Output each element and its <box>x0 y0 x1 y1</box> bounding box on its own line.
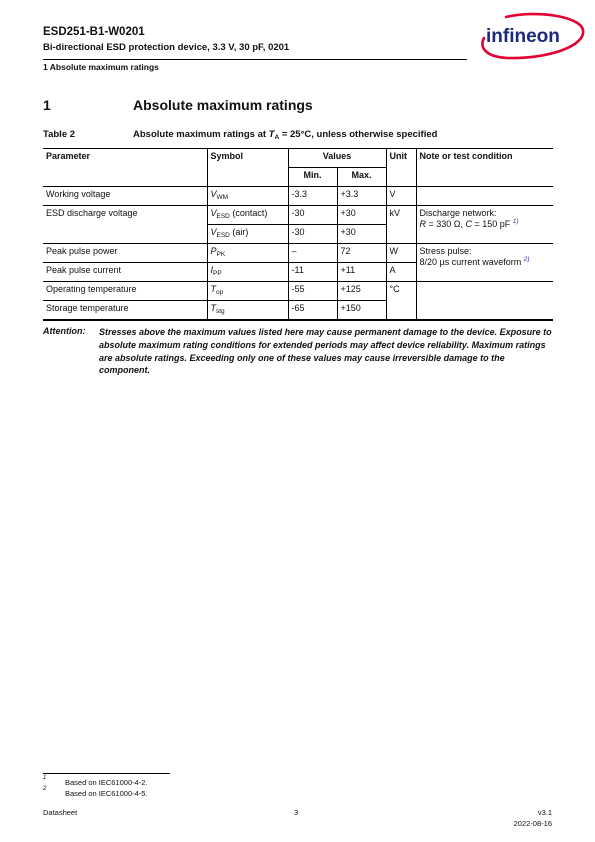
min-cell: – <box>288 244 337 263</box>
footer-version: v3.1 <box>537 808 552 817</box>
table-caption: Absolute maximum ratings at $T_A = 25^\circ C$, unless otherwise specified <box>133 129 438 141</box>
symbol-cell: $T_{stg}$ <box>207 301 288 321</box>
footnote-number: 2 <box>43 786 47 792</box>
col-header-values: Values <box>288 149 386 168</box>
symbol-cell: $I_{PP}$ <box>207 263 288 282</box>
col-header-unit: Unit <box>386 149 416 187</box>
param-storage-temperature: Storage temperature <box>43 301 207 321</box>
note-discharge-network: Discharge network: R = 330 Ω, C = 150 pF $^{1)}$ <box>416 206 553 244</box>
symbol-cell: $P_{PK}$ <box>207 244 288 263</box>
symbol-cell: $T_{op}$ <box>207 282 288 301</box>
param-peak-pulse-current: Peak pulse current <box>43 263 207 282</box>
max-cell: +11 <box>337 263 386 282</box>
footnote-ref-1: 1) <box>512 218 519 225</box>
attention-text: Stresses above the maximum values listed here may cause permanent damage to the device. Exposure to absolute maximum rating conditions for extended periods may affect device reliability. Maximum ratings are absolute ratings. Exceeding only one of these values may cause irreversible damage to the component. <box>99 327 552 376</box>
table-row <box>43 282 553 301</box>
footnote-number: 1 <box>43 775 47 781</box>
max-cell: +3.3 <box>337 187 386 206</box>
min-cell: -65 <box>288 301 337 321</box>
header-divider <box>43 59 467 60</box>
section-number: 1 <box>43 97 51 113</box>
note-cell-empty <box>416 282 553 321</box>
col-header-symbol: Symbol <box>207 149 288 187</box>
document-subtitle: Bi-directional ESD protection device, 3.3 V, 30 pF, 0201 <box>43 42 290 53</box>
note-cell-empty <box>416 187 553 206</box>
max-cell: +150 <box>337 301 386 321</box>
attention-label: Attention: <box>43 326 86 336</box>
footer-date: 2022-08-16 <box>513 819 552 828</box>
unit-cell: kV <box>386 206 416 244</box>
min-cell: -11 <box>288 263 337 282</box>
section-title: Absolute maximum ratings <box>133 97 313 113</box>
max-cell: +30 <box>337 225 386 244</box>
unit-cell: W <box>386 244 416 263</box>
table-row <box>43 206 553 225</box>
param-esd-discharge-voltage: ESD discharge voltage <box>43 206 207 244</box>
param-working-voltage: Working voltage <box>43 187 207 206</box>
param-peak-pulse-power: Peak pulse power <box>43 244 207 263</box>
ratings-table <box>43 148 553 321</box>
running-section-header: 1 Absolute maximum ratings <box>43 62 159 72</box>
footer-doc-type: Datasheet <box>43 808 78 817</box>
footnote-text: Based on IEC61000-4-2. <box>65 778 148 787</box>
col-header-parameter: Parameter <box>43 149 207 187</box>
document-title: ESD251-B1-W0201 <box>43 26 145 38</box>
footnote-ref-2: 2) <box>523 256 530 263</box>
max-cell: 72 <box>337 244 386 263</box>
table-row <box>43 244 553 263</box>
unit-cell: V <box>386 187 416 206</box>
max-cell: +125 <box>337 282 386 301</box>
footnote-divider <box>43 773 170 774</box>
logo-text: infineon <box>486 26 560 47</box>
infineon-logo <box>476 12 586 62</box>
min-cell: -55 <box>288 282 337 301</box>
table-row <box>43 187 553 206</box>
min-cell: -30 <box>288 225 337 244</box>
note-stress-pulse: Stress pulse: 8/20 µs current waveform $^{2)}$ <box>416 244 553 282</box>
param-operating-temperature: Operating temperature <box>43 282 207 301</box>
col-header-min: Min. <box>288 168 337 187</box>
min-cell: -30 <box>288 206 337 225</box>
col-header-max: Max. <box>337 168 386 187</box>
footer-page-number: 3 <box>294 808 299 817</box>
min-cell: -3.3 <box>288 187 337 206</box>
unit-cell: °C <box>386 282 416 321</box>
col-header-note: Note or test condition <box>416 149 553 187</box>
symbol-cell: $V_{WM}$ <box>207 187 288 206</box>
footnote-text: Based on IEC61000-4-5. <box>65 789 148 798</box>
max-cell: +30 <box>337 206 386 225</box>
symbol-cell: $V_{ESD}$ (contact) <box>207 206 288 225</box>
table-label: Table 2 <box>43 129 76 140</box>
unit-cell: A <box>386 263 416 282</box>
symbol-cell: $V_{ESD}$ (air) <box>207 225 288 244</box>
